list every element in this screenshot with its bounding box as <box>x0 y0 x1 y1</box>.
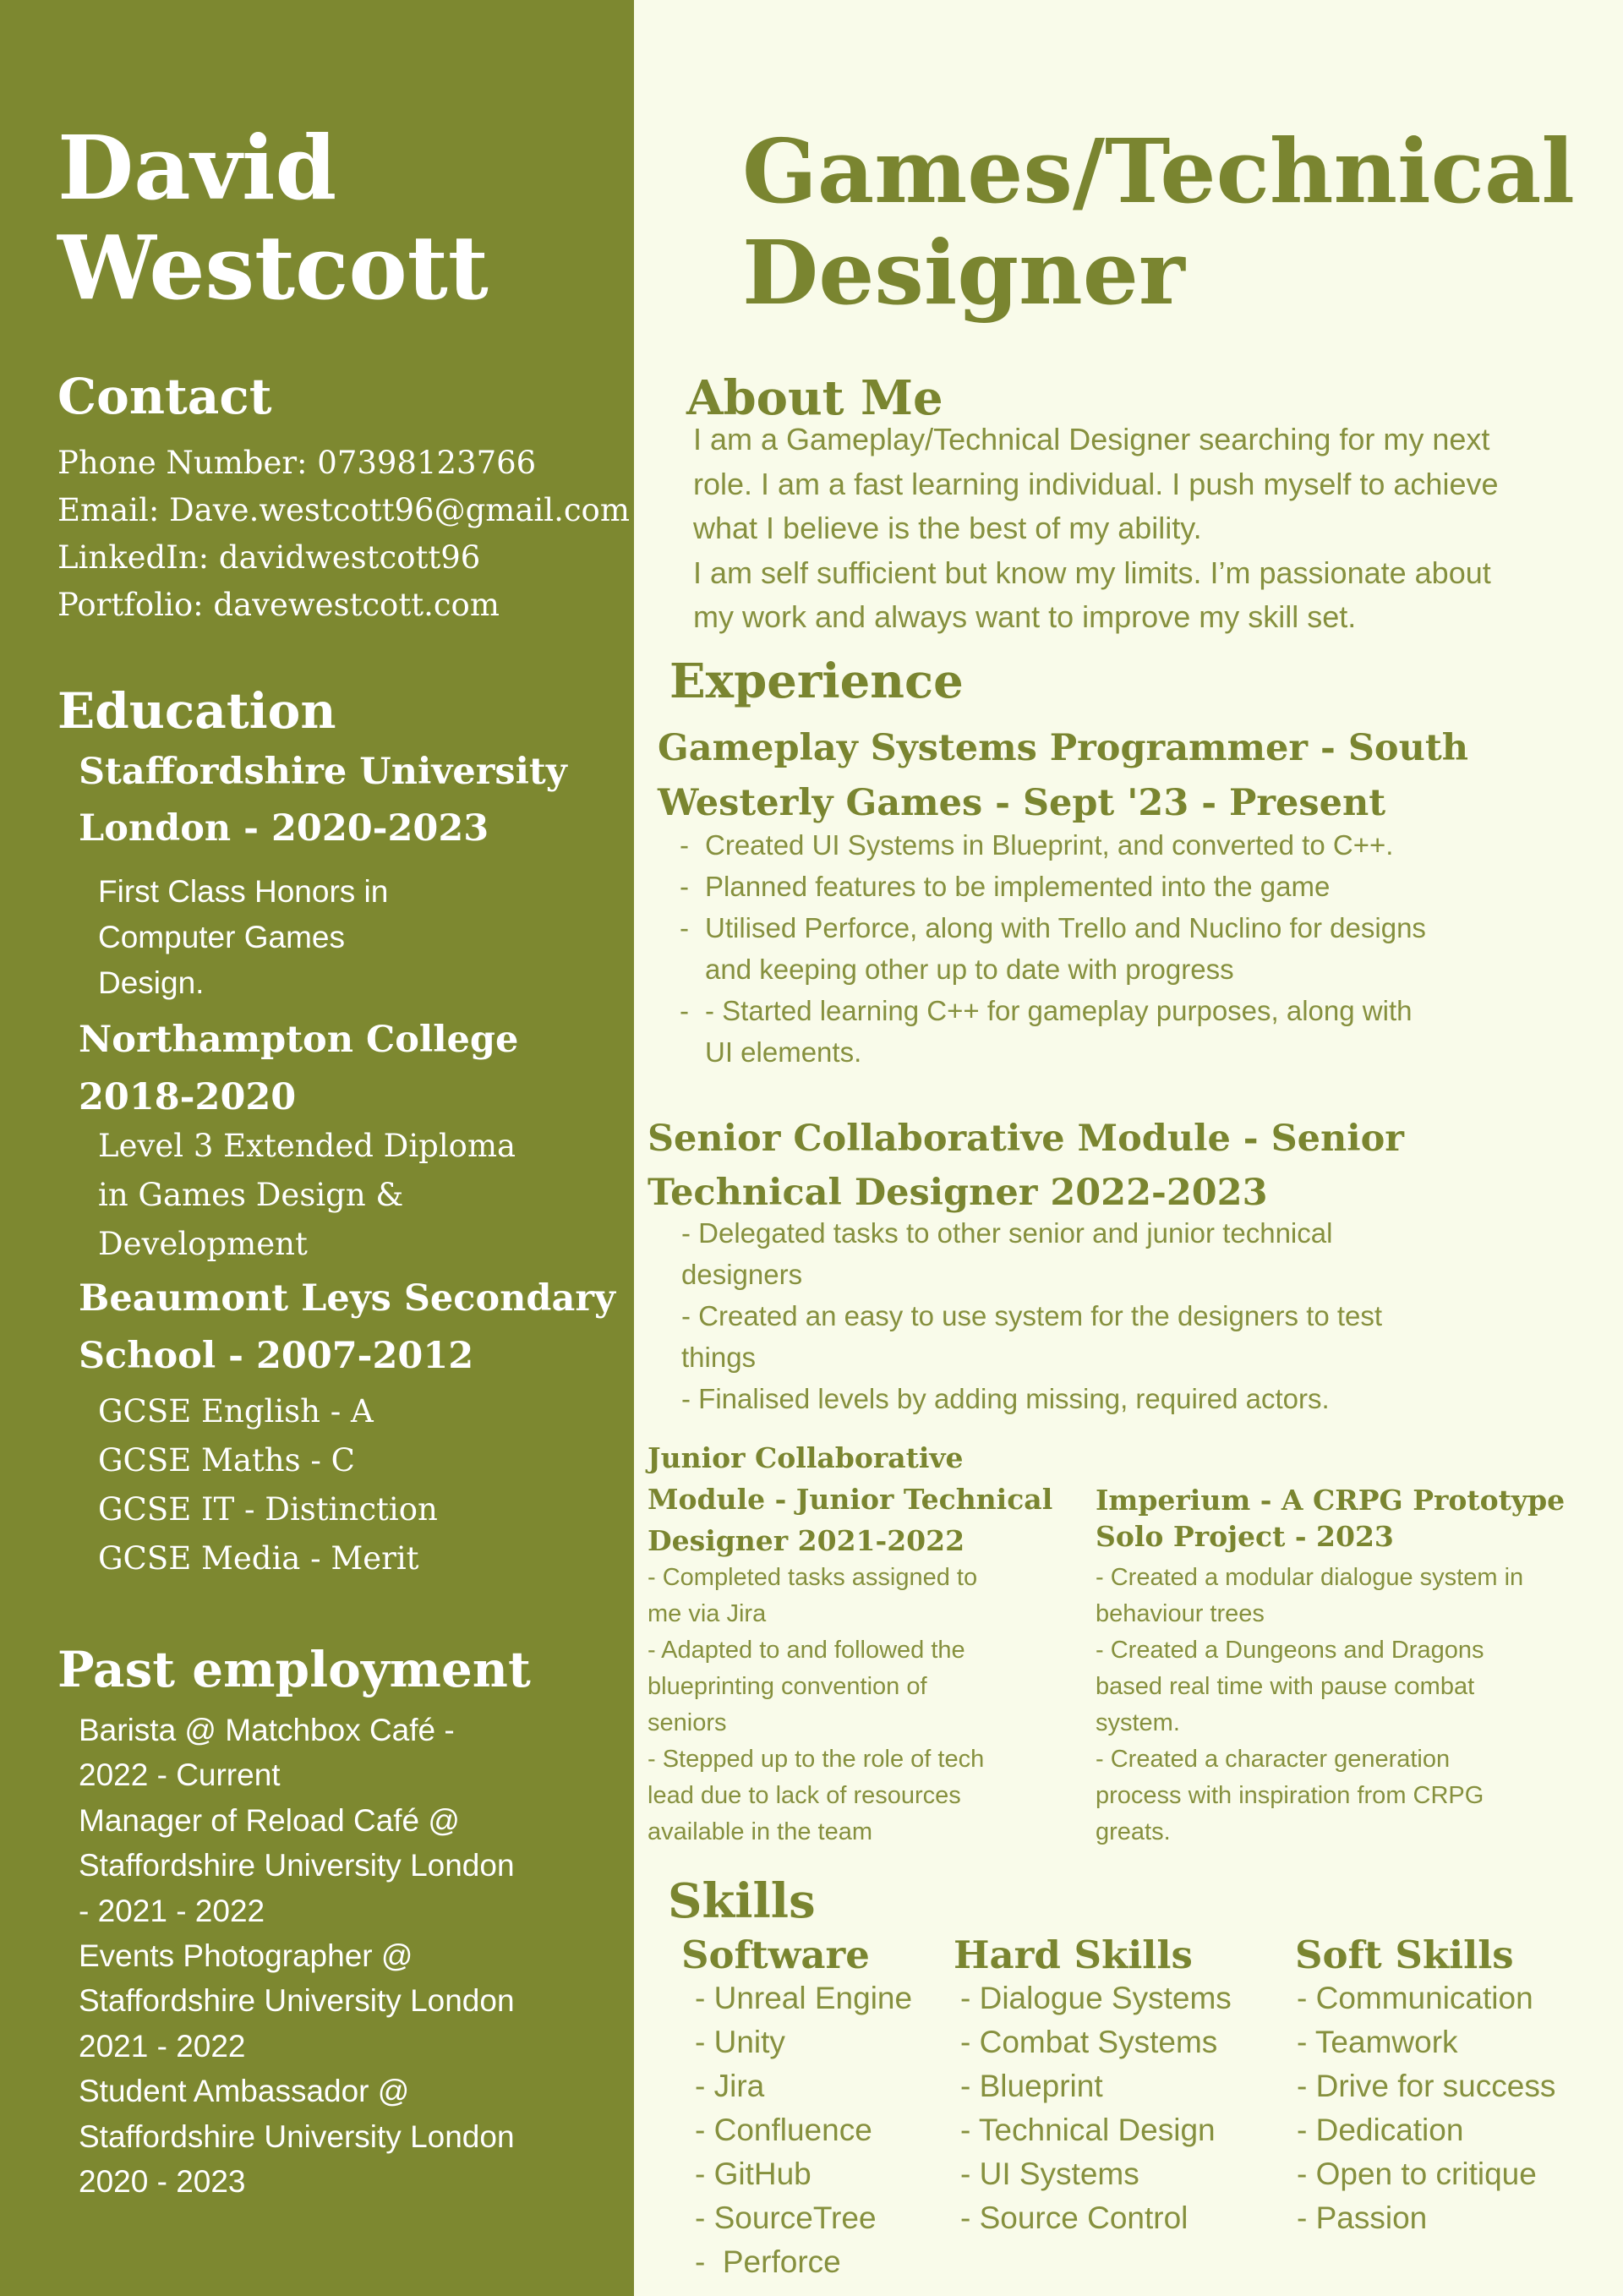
skills-hard-list <box>960 1976 1232 2240</box>
education-school: Beaumont Leys Secondary School - 2007-2012 <box>79 1277 615 1377</box>
experience-job-bullets <box>680 824 1609 1073</box>
education-detail: Level 3 Extended Diploma in Games Design & Development <box>98 1128 516 1262</box>
skill-item: - Drive for success <box>1297 2069 1556 2103</box>
sidebar <box>0 0 634 2296</box>
contact-portfolio: Portfolio: davewestcott.com <box>57 587 500 623</box>
skill-item: - Unity <box>695 2025 785 2059</box>
contact-linkedin: LinkedIn: davidwestcott96 <box>57 539 481 576</box>
experience-job-text: - Delegated tasks to other senior and junior technical designers - Created an easy to use system for the designers to test things - Finalised levels by adding missing, required actors. <box>681 1217 1383 1414</box>
bullet-item: - Utilised Perforce, along with Trello and Nuclino for designs and keeping other up to date with progress <box>680 912 1426 985</box>
skill-item: - Dialogue Systems <box>960 1981 1232 2015</box>
skill-item: - Dedication <box>1297 2113 1464 2147</box>
skills-hard-heading: Hard Skills <box>954 1932 1193 1977</box>
candidate-name: David Westcott <box>57 116 489 320</box>
past-employment-list: Barista @ Matchbox Café - 2022 - Current Manager of Reload Café @ Staffordshire University London - 2021 - 2022 Events Photographer @ Staffordshire University London 2021 - 2022 Student Ambassador @ Staffordshire University London 2020 - 2023 <box>79 1713 515 2200</box>
skills-soft-list <box>1297 1976 1555 2240</box>
contact-email: Email: Dave.westcott96@gmail.com <box>57 492 630 528</box>
contact-list <box>57 440 630 629</box>
education-heading: Education <box>57 682 336 740</box>
experience-job-title: Junior Collaborative Module - Junior Technical Designer 2021-2022 <box>648 1441 1053 1557</box>
experience-heading: Experience <box>669 653 964 709</box>
skills-heading: Skills <box>668 1873 816 1929</box>
skill-item: - Confluence <box>695 2113 872 2147</box>
skill-item: - Open to critique <box>1297 2157 1537 2191</box>
skills-software-list <box>695 1976 912 2284</box>
skill-item: - UI Systems <box>960 2157 1139 2191</box>
skill-item: - Unreal Engine <box>695 1981 913 2015</box>
skill-item: - SourceTree <box>695 2200 877 2235</box>
bullet-item: - Created UI Systems in Blueprint, and converted to C++. <box>680 829 1394 861</box>
contact-heading: Contact <box>57 368 272 425</box>
bullet-item: - Planned features to be implemented into the game <box>680 871 1331 902</box>
skill-item: - Jira <box>695 2069 765 2103</box>
experience-job-title: Senior Collaborative Module - Senior Technical Designer 2022-2023 <box>648 1118 1404 1214</box>
skill-item: - Teamwork <box>1297 2025 1458 2059</box>
past-employment-heading: Past employment <box>57 1641 531 1698</box>
skill-item: - Technical Design <box>960 2113 1216 2147</box>
contact-phone: Phone Number: 07398123766 <box>57 445 537 481</box>
skill-item: - Combat Systems <box>960 2025 1218 2059</box>
skill-item: - GitHub <box>695 2157 812 2191</box>
skills-soft-heading: Soft Skills <box>1295 1932 1514 1977</box>
skill-item: - Perforce <box>695 2244 841 2279</box>
main-content <box>634 0 1623 2296</box>
about-text: I am a Gameplay/Technical Designer searching for my next role. I am a fast learning individual. I push myself to achieve what I believe is the best of my ability. I am self sufficient but know my limits. I’m passionate about my work and always want to improve my skill set. <box>693 422 1499 634</box>
skill-item: - Source Control <box>960 2200 1189 2235</box>
skill-item: - Blueprint <box>960 2069 1103 2103</box>
about-heading: About Me <box>686 370 943 426</box>
experience-job-text: - Created a modular dialogue system in behaviour trees - Created a Dungeons and Dragons based real time with pause combat system. - Created a character generation process with inspiration from CRPG greats. <box>1096 1564 1524 1845</box>
experience-job-text: - Completed tasks assigned to me via Jira - Adapted to and followed the blueprinting convention of seniors - Stepped up to the role of tech lead due to lack of resources available in the team <box>648 1564 985 1845</box>
education-school: Northampton College 2018-2020 <box>79 1019 519 1118</box>
skill-item: - Passion <box>1297 2200 1428 2235</box>
education-detail: First Class Honors in Computer Games Design. <box>98 874 389 1000</box>
experience-job-title: Imperium - A CRPG Prototype Solo Project - 2023 <box>1096 1484 1566 1553</box>
job-title: Games/Technical Designer <box>742 119 1575 325</box>
skills-software-heading: Software <box>681 1932 870 1977</box>
bullet-item: - - Started learning C++ for gameplay purposes, along with UI elements. <box>680 995 1413 1068</box>
skill-item: - Communication <box>1297 1981 1533 2015</box>
experience-job-title: Gameplay Systems Programmer - South Westerly Games - Sept '23 - Present <box>658 727 1468 824</box>
education-detail: GCSE English - A GCSE Maths - C GCSE IT - Distinction GCSE Media - Merit <box>98 1393 438 1577</box>
education-school: Staffordshire University London - 2020-2023 <box>79 751 567 850</box>
